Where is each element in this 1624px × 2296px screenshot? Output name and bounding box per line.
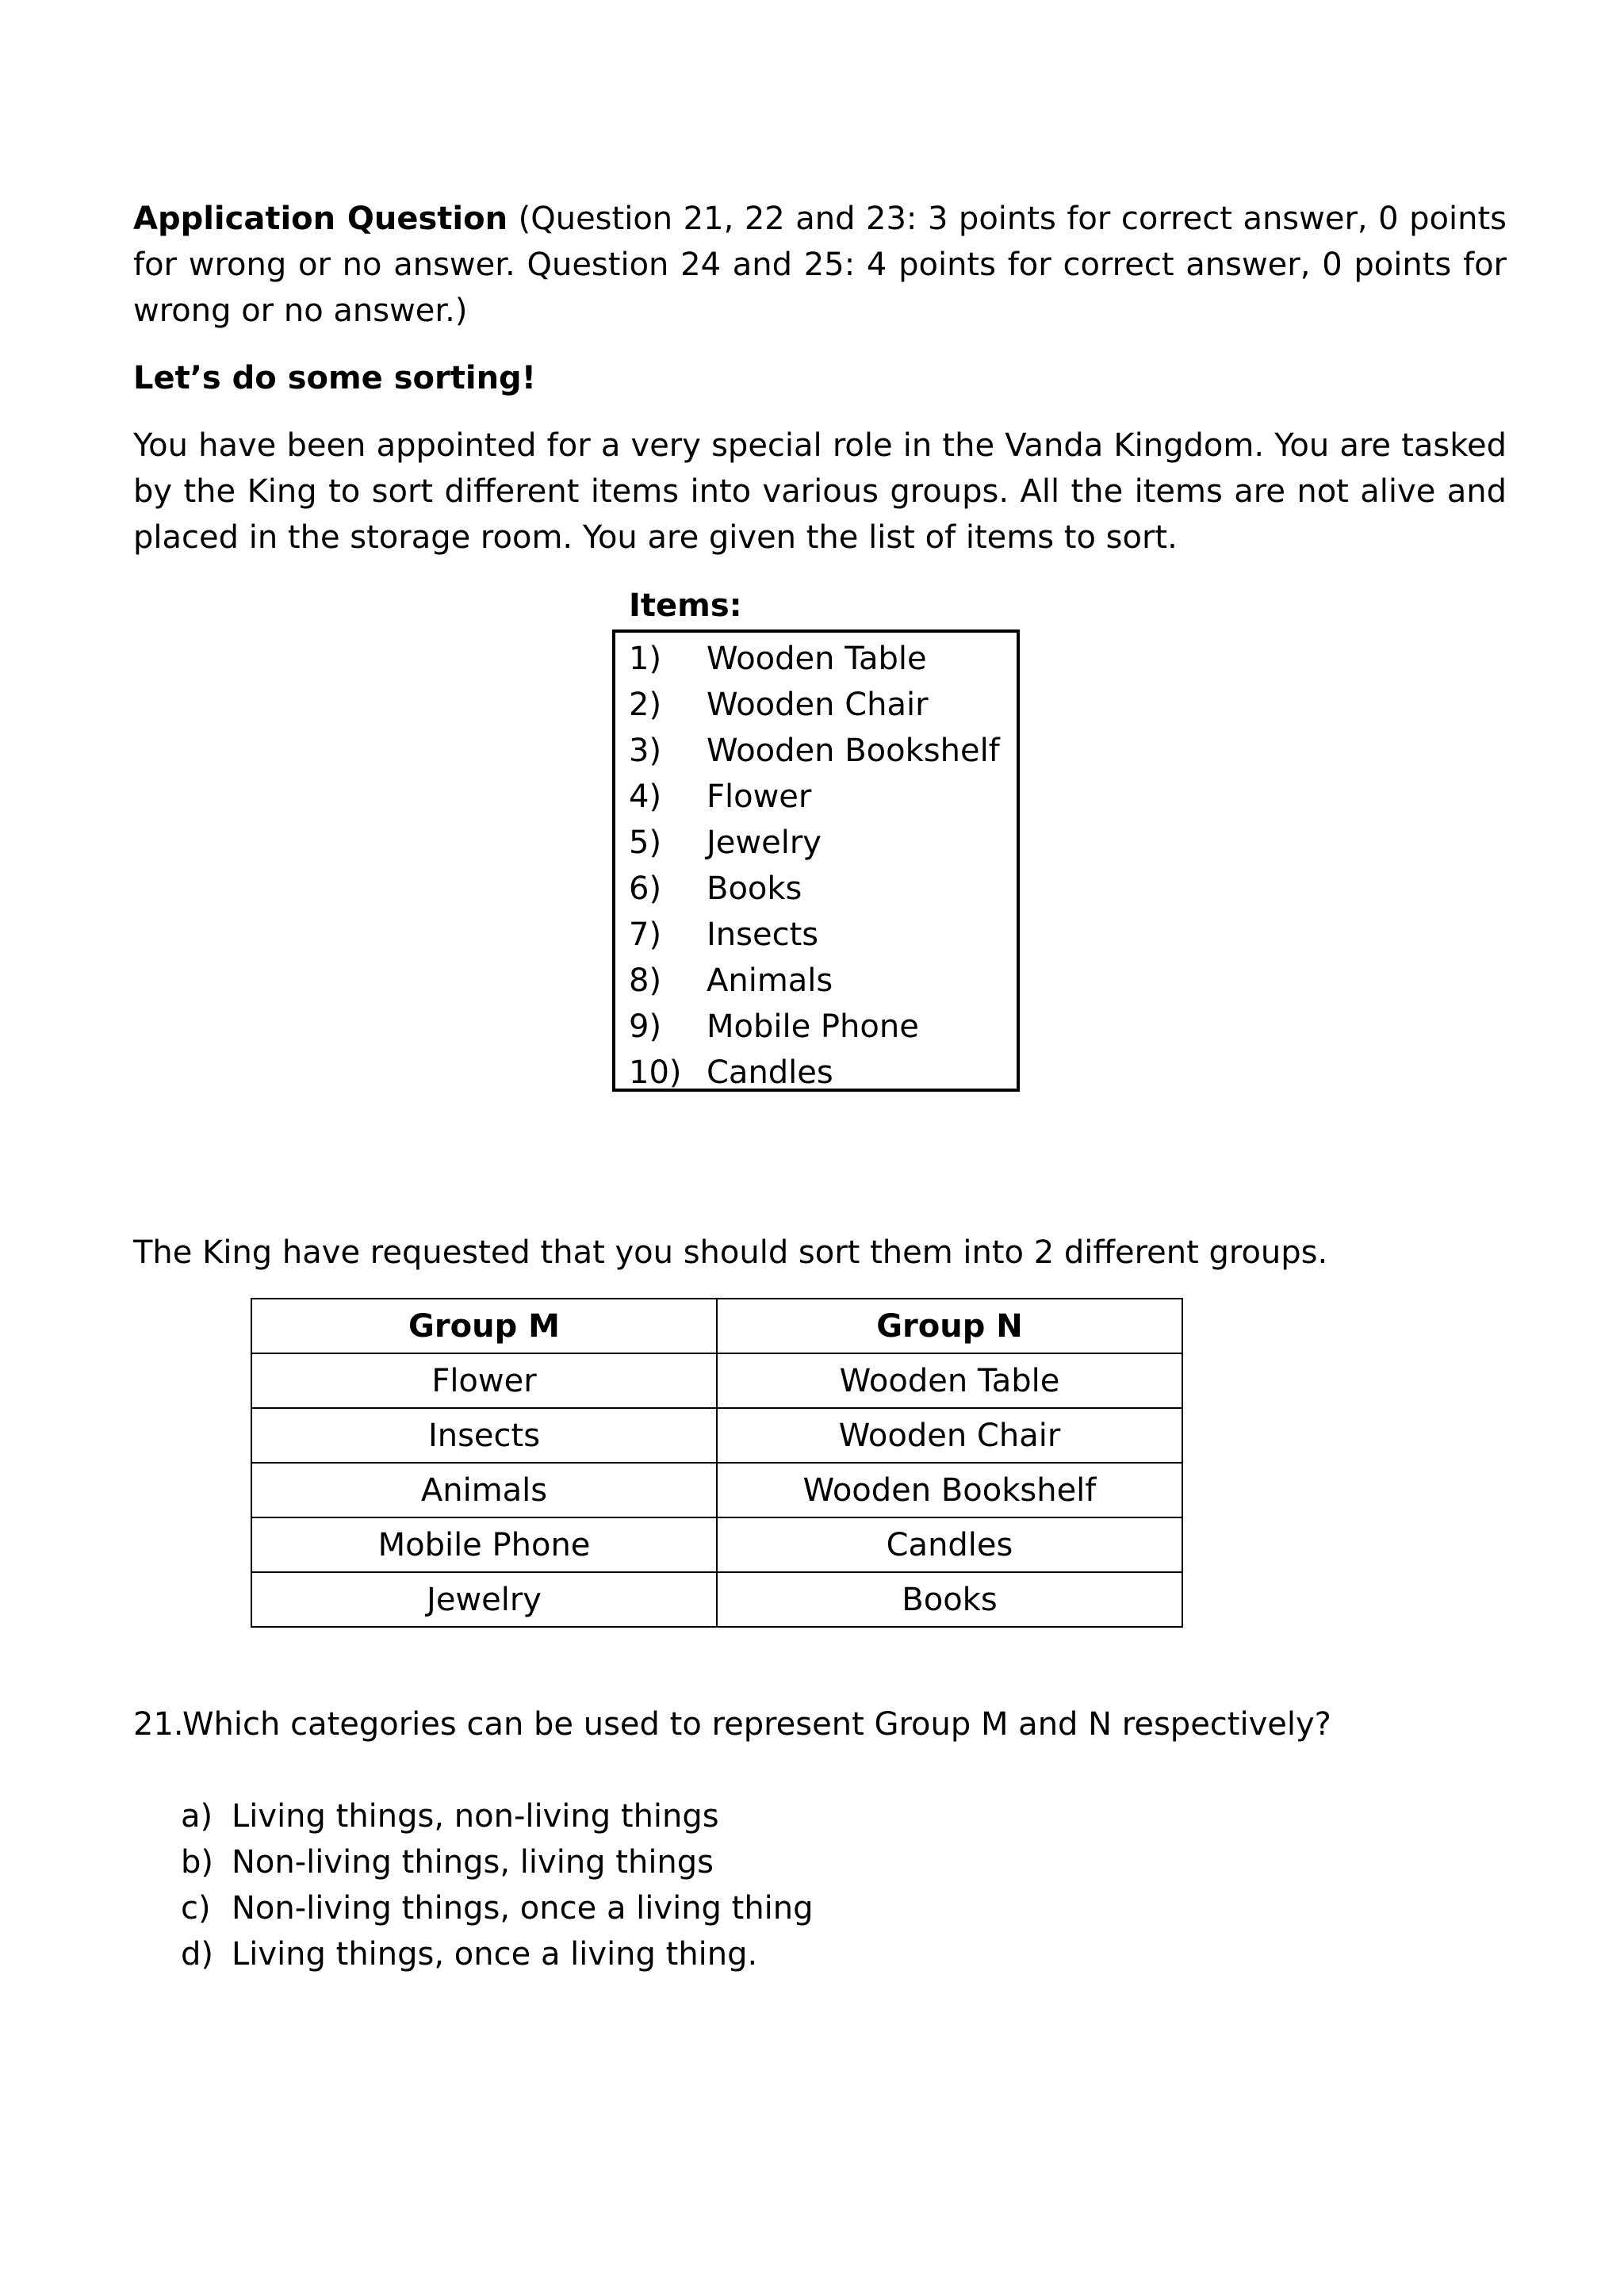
question-text: Which categories can be used to represent Group M and N respectively? bbox=[182, 1706, 1331, 1743]
group-m-cell: Mobile Phone bbox=[251, 1517, 717, 1572]
item-number: 1) bbox=[629, 641, 662, 677]
option-text: Living things, once a living thing. bbox=[232, 1936, 758, 1973]
item-name: Wooden Bookshelf bbox=[707, 733, 1000, 769]
group-m-cell: Insects bbox=[251, 1408, 717, 1463]
group-n-cell: Candles bbox=[717, 1517, 1182, 1572]
group-n-cell: Wooden Table bbox=[717, 1353, 1182, 1408]
groups-table bbox=[251, 1298, 1183, 1628]
option-text: Non-living things, once a living thing bbox=[232, 1890, 814, 1927]
group-m-header: Group M bbox=[251, 1299, 717, 1353]
list-item bbox=[629, 636, 1017, 682]
item-name: Wooden Chair bbox=[707, 687, 929, 723]
list-item bbox=[629, 1004, 1017, 1050]
answer-options bbox=[181, 1793, 814, 1977]
item-number: 9) bbox=[629, 1008, 662, 1045]
question-21 bbox=[133, 1701, 1331, 1747]
item-number: 3) bbox=[629, 733, 662, 769]
group-n-cell: Wooden Chair bbox=[717, 1408, 1182, 1463]
list-item bbox=[629, 866, 1017, 912]
item-name: Flower bbox=[707, 779, 812, 815]
answer-option-d bbox=[181, 1931, 814, 1977]
item-number: 4) bbox=[629, 779, 662, 815]
application-question-intro bbox=[133, 196, 1507, 334]
option-text: Non-living things, living things bbox=[232, 1844, 714, 1881]
items-list-box bbox=[612, 629, 1020, 1092]
item-name: Animals bbox=[707, 962, 833, 999]
item-number: 7) bbox=[629, 916, 662, 953]
answer-option-b bbox=[181, 1839, 814, 1885]
option-letter: a) bbox=[181, 1798, 213, 1835]
table-row bbox=[251, 1572, 1182, 1627]
group-m-cell: Animals bbox=[251, 1463, 717, 1517]
item-name: Candles bbox=[707, 1054, 833, 1091]
item-number: 8) bbox=[629, 962, 662, 999]
list-item bbox=[629, 1050, 1017, 1096]
question-number: 21. bbox=[133, 1706, 184, 1743]
king-request-text: The King have requested that you should sort them into 2 different groups. bbox=[133, 1234, 1328, 1271]
group-n-cell: Books bbox=[717, 1572, 1182, 1627]
group-m-cell: Flower bbox=[251, 1353, 717, 1408]
intro-bold-label: Application Question bbox=[133, 201, 508, 237]
group-n-cell: Wooden Bookshelf bbox=[717, 1463, 1182, 1517]
table-header-row bbox=[251, 1299, 1182, 1353]
list-item bbox=[629, 958, 1017, 1004]
scenario-paragraph: You have been appointed for a very special role in the Vanda Kingdom. You are tasked by the King to sort different items into various groups. All the items are not alive and placed in the storage room. You are given the list of items to sort. bbox=[133, 427, 1507, 556]
list-item bbox=[629, 820, 1017, 866]
group-m-cell: Jewelry bbox=[251, 1572, 717, 1627]
table-row bbox=[251, 1517, 1182, 1572]
item-number: 2) bbox=[629, 687, 662, 723]
item-name: Insects bbox=[707, 916, 819, 953]
items-title: Items: bbox=[629, 587, 742, 624]
intro-scoring-text: (Question 21, 22 and 23: 3 points for correct answer, 0 points for wrong or no answer. Question 24 and 25: 4 points for correct answer, 0 points for wrong or no answer.) bbox=[133, 201, 1507, 329]
option-text: Living things, non-living things bbox=[232, 1798, 719, 1835]
item-name: Mobile Phone bbox=[707, 1008, 919, 1045]
list-item bbox=[629, 774, 1017, 820]
answer-option-c bbox=[181, 1885, 814, 1931]
option-letter: c) bbox=[181, 1890, 211, 1927]
item-name: Books bbox=[707, 871, 802, 907]
table-row bbox=[251, 1463, 1182, 1517]
item-name: Wooden Table bbox=[707, 641, 927, 677]
group-n-header: Group N bbox=[717, 1299, 1182, 1353]
list-item bbox=[629, 728, 1017, 774]
table-row bbox=[251, 1408, 1182, 1463]
answer-option-a bbox=[181, 1793, 814, 1839]
item-number: 10) bbox=[629, 1054, 682, 1091]
option-letter: d) bbox=[181, 1936, 213, 1973]
list-item bbox=[629, 912, 1017, 958]
table-row bbox=[251, 1353, 1182, 1408]
list-item bbox=[629, 682, 1017, 728]
option-letter: b) bbox=[181, 1844, 213, 1881]
item-number: 5) bbox=[629, 825, 662, 861]
item-name: Jewelry bbox=[707, 825, 822, 861]
section-heading: Let’s do some sorting! bbox=[133, 360, 536, 396]
item-number: 6) bbox=[629, 871, 662, 907]
